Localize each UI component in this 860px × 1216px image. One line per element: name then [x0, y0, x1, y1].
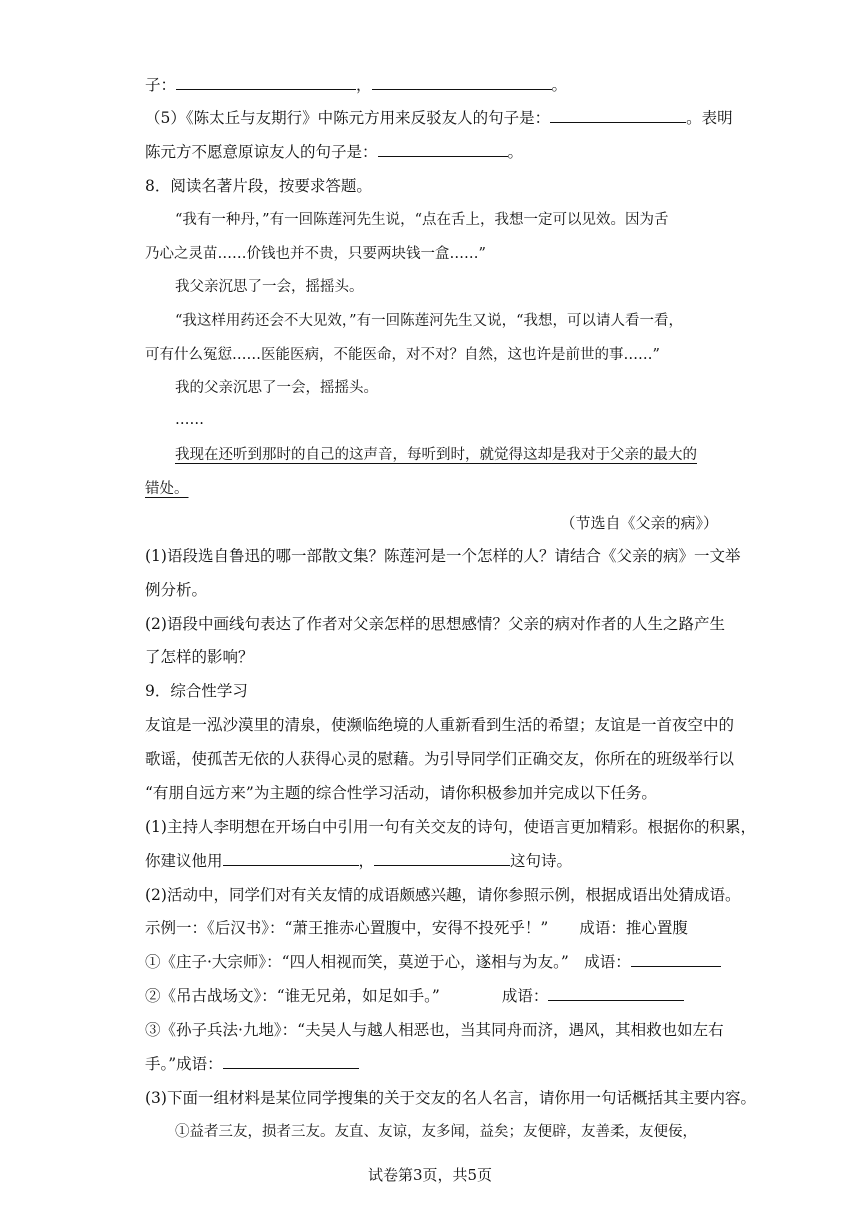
- idiom-item: ①《庄子·大宗师》：“四人相视而笑，莫逆于心，遂相与为友。” 成语：: [145, 952, 721, 972]
- q9-intro: 友谊是一泓沙漠里的清泉，使濒临绝境的人重新看到生活的希望；友谊是一首夜空中的: [145, 716, 735, 734]
- passage-line: “我有一种丹，”有一回陈莲河先生说，“点在舌上，我想一定可以见效。因为舌: [175, 212, 669, 228]
- q7-continuation: 子： ， 。: [145, 76, 568, 94]
- q9-1-cont: 你建议他用 ， 这句诗。: [145, 852, 573, 870]
- q7-5-line1: （5）《陈太丘与友期行》中陈元方用来反驳友人的句子是： 。表明: [145, 109, 733, 127]
- quote-line: ①益者三友，损者三友。友直、友谅，友多闻，益矣；友便辟，友善柔，友便佞，: [175, 1124, 697, 1140]
- q9-3: (3)下面一组材料是某位同学搜集的关于交友的名人名言，请你用一句话概括其主要内容。: [145, 1089, 756, 1107]
- q8-title: 8．阅读名著片段，按要求答题。: [145, 177, 372, 195]
- q9-title: 9．综合性学习: [145, 682, 248, 700]
- idiom-item: ②《吊古战场文》：“谁无兄弟，如足如手。” 成语：: [145, 986, 684, 1006]
- passage-line: “我这样用药还会不大见效，”有一回陈莲河先生又说，“我想，可以请人看一看，: [175, 313, 683, 329]
- q7-5-line2: 陈元方不愿意原谅友人的句子是： 。: [145, 143, 524, 161]
- answer-blank[interactable]: [372, 75, 552, 90]
- answer-blank[interactable]: [223, 851, 359, 866]
- answer-blank[interactable]: [550, 108, 686, 123]
- underlined-sentence: 错处。: [145, 481, 189, 497]
- answer-blank[interactable]: [223, 1054, 359, 1069]
- underlined-sentence: 我现在还听到那时的自己的这声音，每听到时，就觉得这却是我对于父亲的最大的: [175, 447, 697, 463]
- idiom-item: ③《孙子兵法·九地》：“夫吴人与越人相恶也，当其同舟而济，遇风，其相救也如左右: [145, 1021, 724, 1039]
- idiom-item-cont: 手。”成语：: [145, 1054, 359, 1074]
- q8-2-cont: 了怎样的影响？: [145, 648, 254, 666]
- q9-1: (1)主持人李明想在开场白中引用一句有关交友的诗句，使语言更加精彩。根据你的积累，: [145, 818, 756, 836]
- source-citation: （节选自《父亲的病》）: [560, 514, 718, 532]
- q9-intro: 歌谣，使孤苦无依的人获得心灵的慰藉。为引导同学们正确交友，你所在的班级举行以: [145, 750, 735, 768]
- passage-line: 可有什么冤愆……医能医病，不能医命，对不对？自然，这也许是前世的事……”: [145, 347, 660, 363]
- q9-intro: “有朋自远方来”为主题的综合性学习活动，请你积极参加并完成以下任务。: [145, 784, 657, 802]
- page-footer: 试卷第3页，共5页: [367, 1166, 493, 1184]
- passage-line: 乃心之灵苗……价钱也并不贵，只要两块钱一盒……”: [145, 246, 486, 262]
- answer-blank[interactable]: [374, 851, 510, 866]
- q8-1: (1)语段选自鲁迅的哪一部散文集？陈莲河是一个怎样的人？请结合《父亲的病》一文举: [145, 547, 741, 565]
- answer-blank[interactable]: [631, 952, 721, 967]
- answer-blank[interactable]: [378, 142, 508, 157]
- answer-blank[interactable]: [548, 986, 684, 1001]
- q8-1-cont: 例分析。: [145, 581, 208, 599]
- passage-line: 我的父亲沉思了一会，摇摇头。: [175, 380, 378, 396]
- passage-line: 我父亲沉思了一会，摇摇头。: [175, 279, 364, 295]
- passage-ellipsis: ……: [175, 412, 204, 428]
- answer-blank[interactable]: [176, 75, 356, 90]
- example-line: 示例一：《后汉书》：“萧王推赤心置腹中，安得不投死乎！” 成语：推心置腹: [145, 919, 688, 937]
- q8-2: (2)语段中画线句表达了作者对父亲怎样的思想感情？父亲的病对作者的人生之路产生: [145, 615, 725, 633]
- q9-2: (2)活动中，同学们对有关友情的成语颇感兴趣，请你参照示例，根据成语出处猜成语。: [145, 886, 741, 904]
